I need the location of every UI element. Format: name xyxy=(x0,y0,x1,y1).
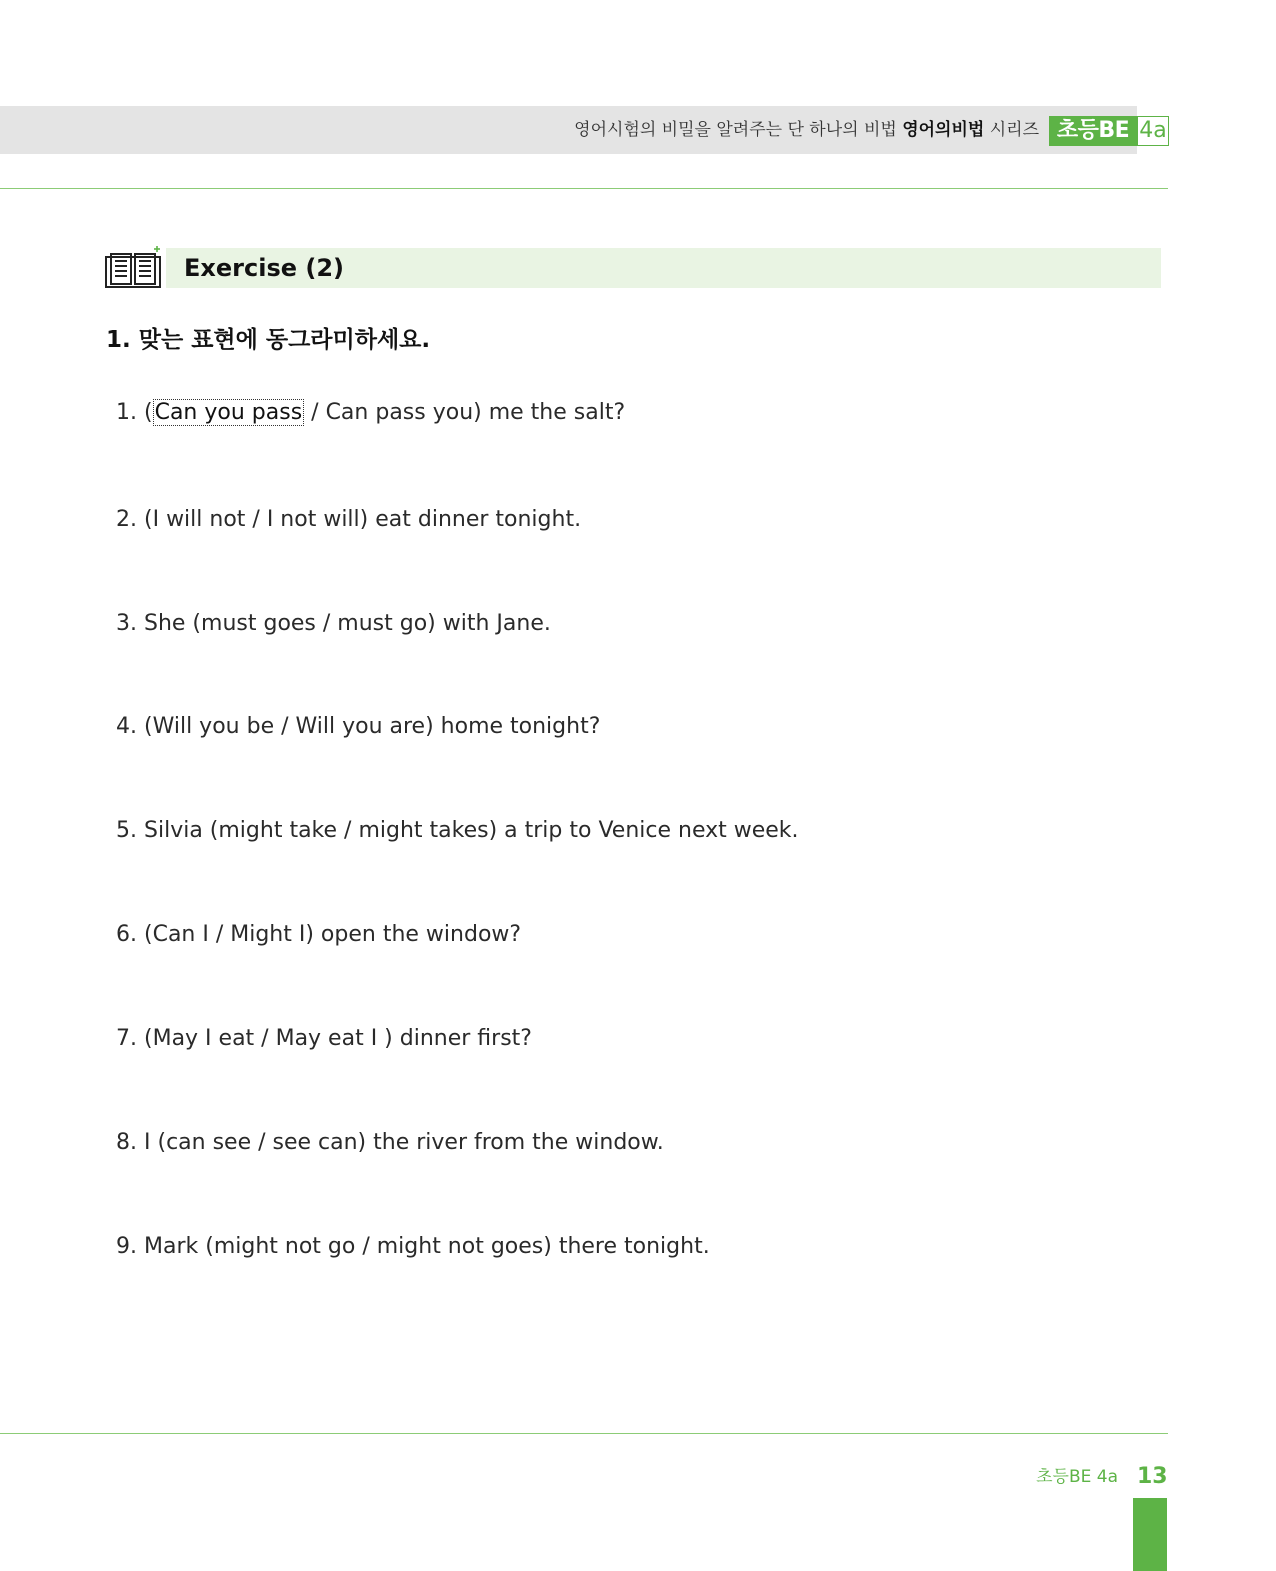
page-tab xyxy=(1133,1498,1167,1571)
question-number: 6. xyxy=(116,922,137,947)
top-divider xyxy=(0,188,1168,189)
question-number: 9. xyxy=(116,1234,137,1259)
footer-book-title: 초등BE 4a xyxy=(1036,1467,1118,1487)
question-7 xyxy=(116,1023,532,1055)
level-badge: 4a xyxy=(1137,116,1169,146)
question-text: Silvia (might take / might takes) a trip to Venice next week. xyxy=(144,818,799,843)
question-number: 7. xyxy=(116,1026,137,1051)
book-badge: 초등BE xyxy=(1049,116,1137,146)
tagline-brand: 영어의비법 xyxy=(902,120,985,140)
question-text: (Can I / Might I) open the window? xyxy=(144,922,522,947)
question-text: Mark (might not go / might not goes) there tonight. xyxy=(144,1234,710,1259)
question-open-paren: ( xyxy=(144,400,153,425)
question-number: 5. xyxy=(116,818,137,843)
question-number: 4. xyxy=(116,714,137,739)
question-9 xyxy=(116,1231,710,1263)
section-title: Exercise (2) xyxy=(184,254,344,282)
question-4 xyxy=(116,711,600,743)
question-5 xyxy=(116,815,799,847)
question-2 xyxy=(116,504,581,536)
bottom-divider xyxy=(0,1433,1168,1434)
question-text: (I will not / I not will) eat dinner tonight. xyxy=(144,507,582,532)
circled-answer: Can you pass xyxy=(154,400,303,425)
open-book-icon xyxy=(104,246,162,290)
question-number: 8. xyxy=(116,1130,137,1155)
question-number: 2. xyxy=(116,507,137,532)
tagline-suffix: 시리즈 xyxy=(984,120,1039,140)
page-number: 13 xyxy=(1137,1464,1168,1489)
question-text: I (can see / see can) the river from the window. xyxy=(144,1130,664,1155)
question-text: She (must goes / must go) with Jane. xyxy=(144,611,551,636)
question-number: 1. xyxy=(116,400,137,425)
question-1 xyxy=(116,397,625,429)
instruction-heading: 1. 맞는 표현에 동그라미하세요. xyxy=(106,327,431,353)
question-text: (Will you be / Will you are) home tonight? xyxy=(144,714,601,739)
question-8 xyxy=(116,1127,664,1159)
question-number: 3. xyxy=(116,611,137,636)
series-tagline xyxy=(574,118,1039,142)
tagline-prefix: 영어시험의 비밀을 알려주는 단 하나의 비법 xyxy=(574,120,903,140)
question-3 xyxy=(116,608,551,640)
question-text: (May I eat / May eat I ) dinner first? xyxy=(144,1026,532,1051)
question-text: / Can pass you) me the salt? xyxy=(304,400,626,425)
question-6 xyxy=(116,919,521,951)
